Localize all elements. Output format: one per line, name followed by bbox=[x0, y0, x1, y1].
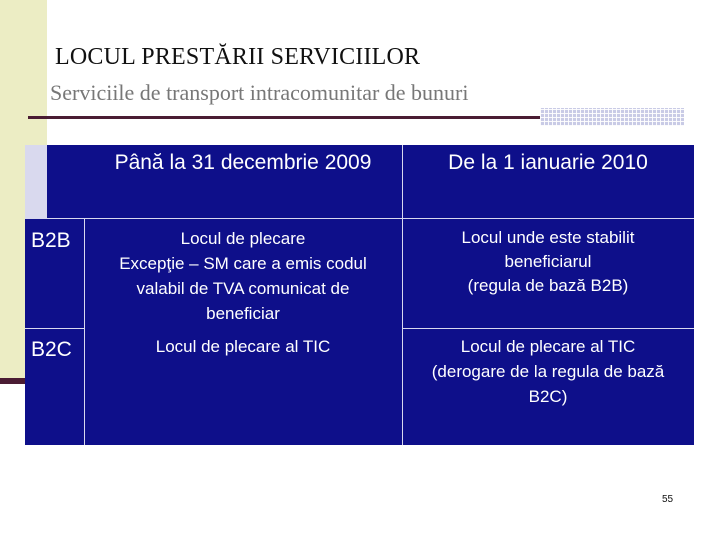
b2c-2009-cell bbox=[84, 334, 402, 359]
b2b-2009-cell bbox=[84, 226, 402, 326]
left-accent-bar-dark bbox=[0, 378, 26, 384]
table-header: De la 1 ianuarie 2010 bbox=[448, 151, 648, 174]
page-number: 55 bbox=[662, 494, 674, 505]
cell-line: Locul de plecare bbox=[180, 229, 306, 248]
cell-line: beneficiar bbox=[206, 304, 280, 323]
cell-line: beneficiarul bbox=[504, 252, 592, 271]
decorative-pattern bbox=[540, 108, 684, 126]
row-label-b2b: B2B bbox=[31, 229, 71, 252]
cell-line: valabil de TVA comunicat de bbox=[136, 279, 350, 298]
table-header: Până la 31 decembrie 2009 bbox=[114, 151, 372, 174]
table-hline bbox=[25, 328, 85, 329]
cell-line: (regula de bază B2B) bbox=[467, 276, 629, 295]
cell-line: (derogare de la regula de bază bbox=[431, 362, 665, 381]
cell-line: B2C) bbox=[528, 387, 568, 406]
cell-line: Locul de plecare al TIC bbox=[460, 337, 636, 356]
table-hline bbox=[402, 328, 694, 329]
slide-title: LOCUL PRESTĂRII SERVICIILOR bbox=[55, 44, 421, 70]
cell-line: Locul unde este stabilit bbox=[461, 228, 635, 247]
row-label-b2c: B2C bbox=[31, 338, 72, 361]
b2c-2010-cell bbox=[402, 334, 694, 409]
slide-subtitle: Serviciile de transport intracomunitar de bunuri bbox=[50, 80, 469, 105]
cell-line: Excepţie – SM care a emis codul bbox=[119, 254, 367, 273]
cell-line: Locul de plecare al TIC bbox=[155, 337, 331, 356]
table-hline bbox=[25, 218, 694, 219]
b2b-2010-cell bbox=[402, 226, 694, 298]
table-corner-cell bbox=[25, 145, 47, 218]
